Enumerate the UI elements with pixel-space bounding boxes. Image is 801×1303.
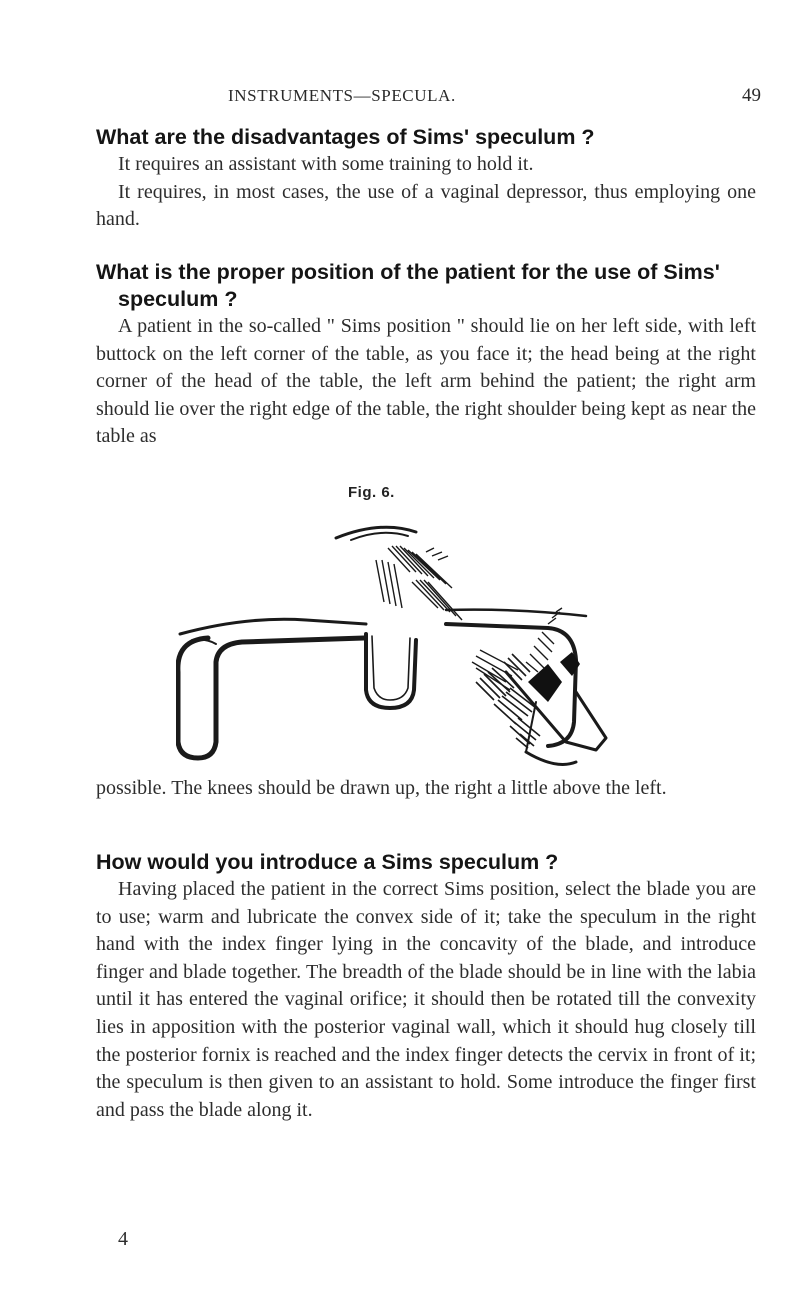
paragraph: possible. The knees should be drawn up, the right a little above the left. bbox=[96, 777, 667, 799]
paragraph: Having placed the patient in the correct Sims position, select the blade you are to use; warm and lubricate the convex side of it; take the speculum in the right hand with the index finger lying in the concavity of the blade, and introduce finger and blade together. The breadth of the blade should be in line with the labia until it has entered the vaginal orifice; it should then be rotated till the convexity lies in apposition with the posterior vaginal wall, which it should hug closely till the posterior fornix is reached and the index finger detects the cervix in front of it; the speculum is then given to an assistant to hold. Some introduce the finger first and pass the blade along it. bbox=[96, 878, 756, 1121]
question-heading: What are the disadvantages of Sims' speculum ? bbox=[96, 125, 595, 149]
question-heading: How would you introduce a Sims speculum ? bbox=[96, 850, 559, 874]
page-number: 49 bbox=[742, 85, 761, 106]
signature-mark: 4 bbox=[118, 1228, 128, 1250]
sims-speculum-illustration bbox=[176, 512, 716, 772]
figure-label: Fig. 6. bbox=[348, 484, 395, 501]
section-introduce bbox=[96, 849, 756, 1124]
section-position-continued bbox=[96, 775, 756, 803]
paragraph: It requires an assistant with some training to hold it. bbox=[118, 153, 534, 175]
running-head bbox=[0, 86, 801, 110]
paragraph: It requires, in most cases, the use of a vaginal depressor, thus employing one hand. bbox=[96, 180, 756, 231]
running-title: INSTRUMENTS—SPECULA. bbox=[228, 86, 456, 105]
section-position bbox=[96, 259, 756, 451]
question-heading: What is the proper position of the patient for the use of Sims' speculum ? bbox=[96, 260, 720, 311]
section-disadvantages bbox=[96, 124, 756, 234]
paragraph: A patient in the so-called " Sims position " should lie on her left side, with left buttock on the left corner of the table, as you face it; the head being at the right corner of the head of the table, the left arm behind the patient; the right arm should lie over the right edge of the table, the right shoulder being kept as near the table as bbox=[96, 315, 756, 448]
